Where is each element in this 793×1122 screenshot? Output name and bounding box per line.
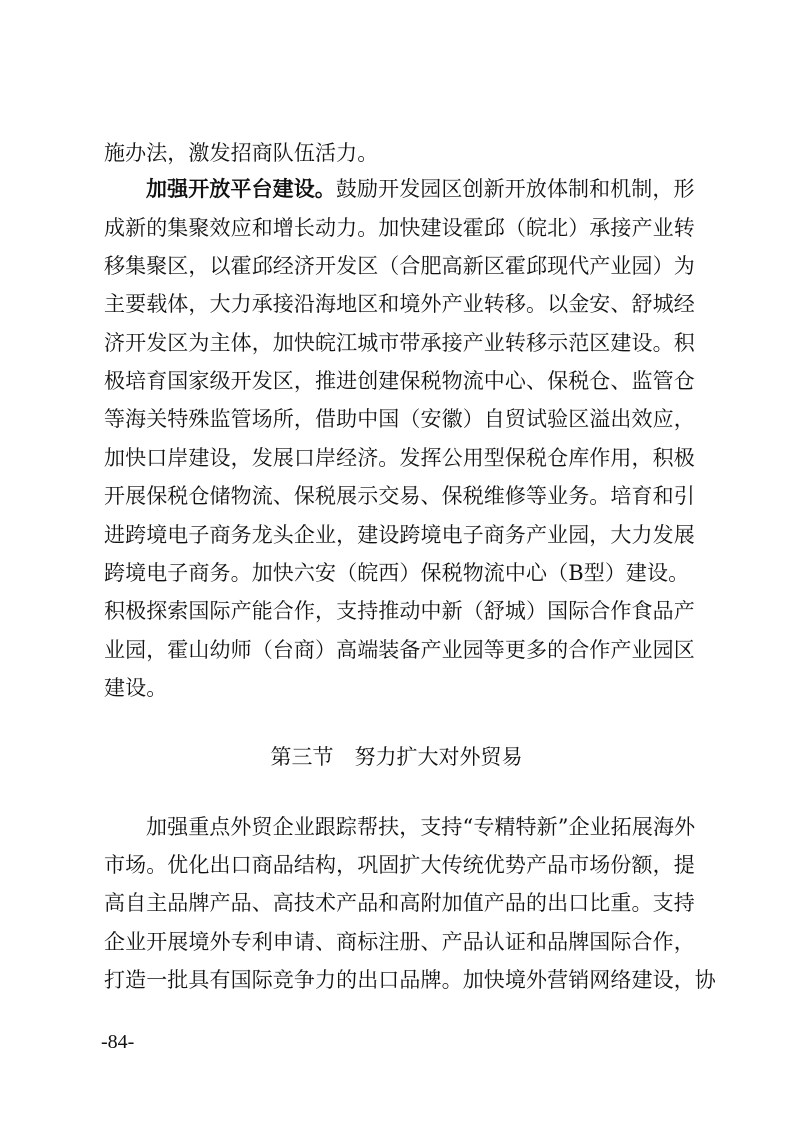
paragraph-first-line <box>146 177 695 201</box>
paragraph-line: 施办法，激发招商队伍活力。 <box>104 141 379 165</box>
paragraph-line: 高自主品牌产品、高技术产品和高附加值产品的出口比重。支持 <box>104 891 695 915</box>
paragraph-line: 业园，霍山幼师（台商）高端装备产业园等更多的合作产业园区 <box>104 638 695 662</box>
paragraph-first-line: 加强重点外贸企业跟踪帮扶，支持“专精特新”企业拓展海外 <box>146 815 696 839</box>
paragraph-line: 成新的集聚效应和增长动力。加快建设霍邱（皖北）承接产业转 <box>104 216 695 240</box>
section-heading: 第三节 努力扩大对外贸易 <box>270 745 523 769</box>
paragraph-line: 主要载体，大力承接沿海地区和境外产业转移。以金安、舒城经 <box>104 292 695 316</box>
paragraph-line: 建设。 <box>104 676 168 700</box>
paragraph-line: 积极探索国际产能合作，支持推动中新（舒城）国际合作食品产 <box>104 599 695 623</box>
paragraph-line: 开展保税仓储物流、保税展示交易、保税维修等业务。培育和引 <box>104 484 695 508</box>
paragraph-line: 进跨境电子商务龙头企业，建设跨境电子商务产业园，大力发展 <box>104 523 695 547</box>
paragraph-lead-rest: 鼓励开发园区创新开放体制和机制，形 <box>335 177 695 201</box>
paragraph-line: 济开发区为主体，加快皖江城市带承接产业转移示范区建设。积 <box>104 331 695 355</box>
paragraph-line: 企业开展境外专利申请、商标注册、产品认证和品牌国际合作， <box>104 930 695 954</box>
paragraph-line: 等海关特殊监管场所，借助中国（安徽）自贸试验区溢出效应， <box>104 407 695 431</box>
paragraph-line: 市场。优化出口商品结构，巩固扩大传统优势产品市场份额，提 <box>104 853 695 877</box>
paragraph-lead-bold: 加强开放平台建设。 <box>146 176 336 201</box>
paragraph-line: 打造一批具有国际竞争力的出口品牌。加快境外营销网络建设，协 <box>104 968 716 992</box>
paragraph-line: 加快口岸建设，发展口岸经济。发挥公用型保税仓库作用，积极 <box>104 446 695 470</box>
paragraph-line: 跨境电子商务。加快六安（皖西）保税物流中心（B型）建设。 <box>104 561 690 585</box>
page-number: -84- <box>101 1031 135 1053</box>
paragraph-line: 移集聚区，以霍邱经济开发区（合肥高新区霍邱现代产业园）为 <box>104 254 695 278</box>
paragraph-line: 极培育国家级开发区，推进创建保税物流中心、保税仓、监管仓 <box>104 369 695 393</box>
